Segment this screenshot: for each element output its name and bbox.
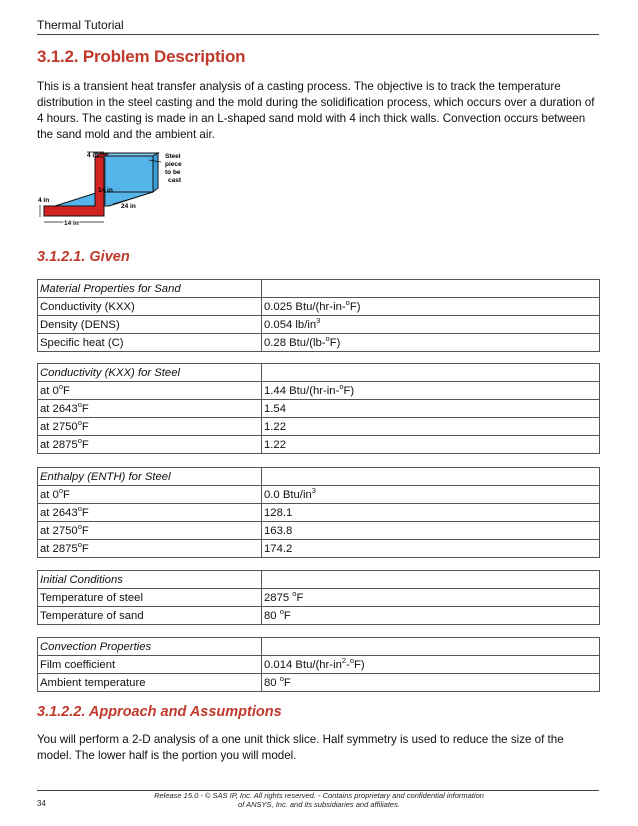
table-header-cell: Material Properties for Sand <box>38 280 262 298</box>
table-header-cell: Initial Conditions <box>38 571 262 589</box>
label-left: 4 in <box>38 197 50 204</box>
table-row <box>38 334 600 352</box>
table-header-row <box>38 280 600 298</box>
header-rule <box>37 34 599 35</box>
page-number: 34 <box>37 799 46 808</box>
table-header-cell: Conductivity (KXX) for Steel <box>38 364 262 382</box>
property-value: 1.44 Btu/(hr-in-$^o$F) <box>262 382 600 400</box>
table-row <box>38 656 600 674</box>
callout-line-2: piece <box>165 161 182 168</box>
footer-line-1: Release 15.0 - © SAS IP, Inc. All rights reserved. - Contains proprietary and confidential information <box>154 791 484 800</box>
table-row <box>38 504 600 522</box>
approach-paragraph: You will perform a 2-D analysis of a one unit thick slice. Half symmetry is used to reduce the size of the model. The lower half is the portion you will model. <box>37 733 564 762</box>
property-label: at 2750$^o$F <box>38 522 262 540</box>
footer-line-2: of ANSYS, Inc. and its subsidiaries and affiliates. <box>238 800 400 809</box>
property-label: Temperature of sand <box>38 607 262 625</box>
table-row <box>38 436 600 454</box>
table-row <box>38 382 600 400</box>
table-header-cell: Enthalpy (ENTH) for Steel <box>38 468 262 486</box>
label-depth: 24 in <box>121 203 136 210</box>
table-row <box>38 674 600 692</box>
property-label: at 2643$^o$F <box>38 400 262 418</box>
property-label: Specific heat (C) <box>38 334 262 352</box>
property-label: at 0$^o$F <box>38 382 262 400</box>
callout-line-3: to be <box>165 169 181 176</box>
property-value: 174.2 <box>262 540 600 558</box>
table-row <box>38 589 600 607</box>
property-label: Temperature of steel <box>38 589 262 607</box>
intro-paragraph: This is a transient heat transfer analysis of a casting process. The objective is to track the temperature distribution in the steel casting and the mold during the solidification process, which occurs over a duration of 4 hours. The casting is made in an L-shaped sand mold with 4 inch thick walls. Convection occurs between the sand mold and the ambient air. <box>37 80 595 141</box>
property-label: at 2875$^o$F <box>38 540 262 558</box>
property-value: 80 $^o$F <box>262 607 600 625</box>
property-label: at 0$^o$F <box>38 486 262 504</box>
property-label: at 2875$^o$F <box>38 436 262 454</box>
table-row <box>38 486 600 504</box>
casting-figure <box>37 148 197 233</box>
property-value: 0.014 Btu/$(hr-in^2-^oF)$ <box>262 656 600 674</box>
property-label: Conductivity (KXX) <box>38 298 262 316</box>
steel-conductivity-table <box>37 363 600 454</box>
convection-table <box>37 637 600 692</box>
initial-conditions-table <box>37 570 600 625</box>
property-value: 1.22 <box>262 436 600 454</box>
property-value: 2875 $^o$F <box>262 589 600 607</box>
label-bottom: 14 in <box>64 220 79 227</box>
label-vert: 14 in <box>98 187 113 194</box>
property-value: 128.1 <box>262 504 600 522</box>
property-value: 0.0 Btu/$in^3$ <box>262 486 600 504</box>
property-value: 0.28 Btu/(lb-$^o$F) <box>262 334 600 352</box>
table-header-row <box>38 468 600 486</box>
table-row <box>38 298 600 316</box>
label-top: 4 in <box>87 152 99 159</box>
property-value: 0.054 $lb/in^3$ <box>262 316 600 334</box>
property-label: at 2643$^o$F <box>38 504 262 522</box>
property-label: Density (DENS) <box>38 316 262 334</box>
given-title: 3.1.2.1. Given <box>37 249 130 265</box>
property-value: 0.025 Btu/(hr-in-$^o$F) <box>262 298 600 316</box>
table-header-row <box>38 571 600 589</box>
table-row <box>38 418 600 436</box>
table-header-row <box>38 364 600 382</box>
table-row <box>38 540 600 558</box>
callout-line-4: cast <box>168 177 182 184</box>
table-header-cell: Convection Properties <box>38 638 262 656</box>
table-row <box>38 400 600 418</box>
table-row <box>38 316 600 334</box>
section-title: 3.1.2. Problem Description <box>37 47 246 66</box>
callout-line-1: Steel <box>165 153 181 160</box>
approach-title: 3.1.2.2. Approach and Assumptions <box>37 704 282 720</box>
property-label: at 2750$^o$F <box>38 418 262 436</box>
property-value: 1.54 <box>262 400 600 418</box>
property-value: 80 $^o$F <box>262 674 600 692</box>
steel-enthalpy-table <box>37 467 600 558</box>
table-row <box>38 607 600 625</box>
table-row <box>38 522 600 540</box>
footer-copyright <box>100 791 538 809</box>
property-value: 163.8 <box>262 522 600 540</box>
property-label: Film coefficient <box>38 656 262 674</box>
l-shaped-mold-diagram <box>37 148 197 228</box>
steel-right-face <box>153 153 158 192</box>
mold-front-face <box>44 157 104 216</box>
table-header-row <box>38 638 600 656</box>
property-value: 1.22 <box>262 418 600 436</box>
sand-properties-table <box>37 279 600 352</box>
property-label: Ambient temperature <box>38 674 262 692</box>
running-header: Thermal Tutorial <box>37 18 124 32</box>
